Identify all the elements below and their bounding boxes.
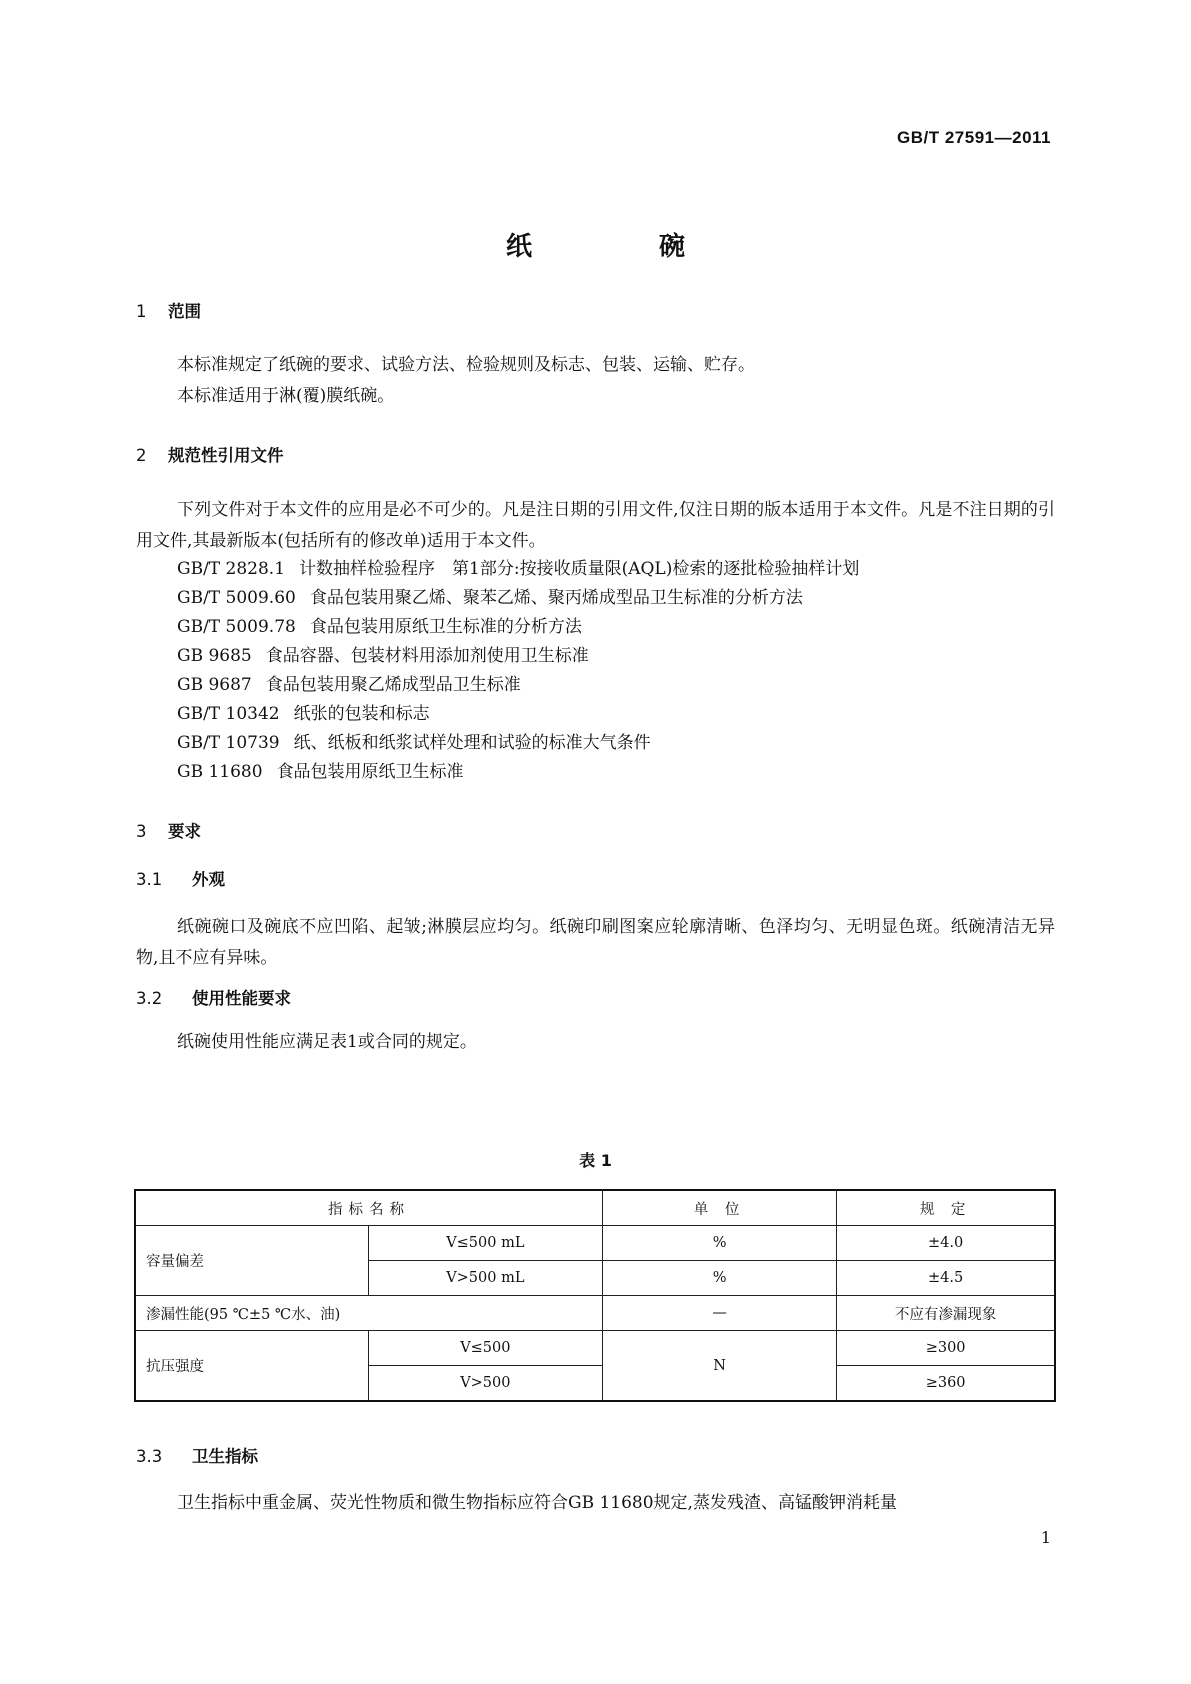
- row-spec: 不应有渗漏现象: [837, 1296, 1055, 1331]
- header-unit: 单 位: [602, 1190, 836, 1226]
- reference-item: [177, 612, 582, 643]
- reference-item: [177, 699, 430, 730]
- section-3-3-heading: [136, 1443, 258, 1467]
- reference-code: GB/T 10342: [177, 704, 280, 724]
- reference-item: [177, 757, 464, 788]
- table-row: [135, 1226, 1055, 1261]
- section-title: 规范性引用文件: [168, 446, 284, 465]
- section-1-paragraph-1: 本标准规定了纸碗的要求、试验方法、检验规则及标志、包装、运输、贮存。: [177, 355, 755, 375]
- row-spec: ±4.0: [837, 1226, 1055, 1261]
- reference-code: GB/T 2828.1: [177, 559, 286, 579]
- section-number: 3.2: [136, 989, 163, 1008]
- reference-title: 食品包装用原纸卫生标准: [276, 762, 464, 782]
- header-spec: 规 定: [837, 1190, 1055, 1226]
- table-row: [135, 1296, 1055, 1331]
- reference-code: GB 9685: [177, 646, 252, 666]
- spec-table: [134, 1189, 1056, 1402]
- reference-item: [177, 641, 589, 672]
- row-unit: N: [602, 1331, 836, 1402]
- reference-title: 食品包装用聚乙烯、聚苯乙烯、聚丙烯成型品卫生标准的分析方法: [309, 588, 803, 608]
- section-title: 使用性能要求: [192, 989, 291, 1008]
- row-unit: %: [602, 1226, 836, 1261]
- section-3-1-heading: [136, 866, 225, 890]
- section-1-heading: [136, 298, 201, 322]
- row-name: 渗漏性能(95 ℃±5 ℃水、油): [135, 1296, 602, 1331]
- section-number: 3.3: [136, 1447, 163, 1466]
- row-spec: ±4.5: [837, 1261, 1055, 1296]
- section-title: 范围: [168, 302, 201, 321]
- standard-id: GB/T 27591—2011: [897, 128, 1051, 147]
- section-title: 要求: [168, 822, 201, 841]
- section-3-heading: [136, 818, 201, 842]
- table-header-row: [135, 1190, 1055, 1226]
- reference-title: 计数抽样检验程序 第1部分:按接收质量限(AQL)检索的逐批检验抽样计划: [299, 559, 860, 579]
- header-indicator-name: 指标名称: [135, 1190, 602, 1226]
- reference-code: GB 9687: [177, 675, 252, 695]
- section-number: 3: [136, 822, 147, 841]
- row-unit: —: [602, 1296, 836, 1331]
- document-title: 纸 碗: [505, 232, 686, 262]
- row-condition: V≤500: [368, 1331, 602, 1366]
- reference-item: [177, 670, 521, 701]
- table-caption: 表 1: [579, 1151, 612, 1170]
- section-1-paragraph-2: 本标准适用于淋(覆)膜纸碗。: [177, 386, 395, 406]
- row-condition: V>500 mL: [368, 1261, 602, 1296]
- row-spec: ≥300: [837, 1331, 1055, 1366]
- row-condition: V>500: [368, 1366, 602, 1402]
- reference-title: 纸、纸板和纸浆试样处理和试验的标准大气条件: [293, 733, 651, 753]
- reference-title: 食品包装用聚乙烯成型品卫生标准: [265, 675, 521, 695]
- row-name: 抗压强度: [135, 1331, 368, 1402]
- reference-code: GB 11680: [177, 762, 263, 782]
- reference-title: 纸张的包装和标志: [293, 704, 430, 724]
- row-condition: V≤500 mL: [368, 1226, 602, 1261]
- section-title: 外观: [192, 870, 225, 889]
- section-3-1-text: 纸碗碗口及碗底不应凹陷、起皱;淋膜层应均匀。纸碗印刷图案应轮廓清晰、色泽均匀、无明显色斑。纸碗清洁无异物,且不应有异味。: [136, 917, 1055, 968]
- row-spec: ≥360: [837, 1366, 1055, 1402]
- row-unit: %: [602, 1261, 836, 1296]
- section-3-2-heading: [136, 985, 291, 1009]
- section-2-intro: 下列文件对于本文件的应用是必不可少的。凡是注日期的引用文件,仅注日期的版本适用于本文件。凡是不注日期的引用文件,其最新版本(包括所有的修改单)适用于本文件。: [136, 500, 1055, 551]
- section-number: 3.1: [136, 870, 163, 889]
- table-row: [135, 1331, 1055, 1366]
- reference-code: GB/T 5009.60: [177, 588, 296, 608]
- reference-item: [177, 728, 651, 759]
- section-title: 卫生指标: [192, 1447, 258, 1466]
- row-name: 容量偏差: [135, 1226, 368, 1296]
- reference-item: [177, 583, 803, 614]
- reference-code: GB/T 10739: [177, 733, 280, 753]
- reference-title: 食品容器、包装材料用添加剂使用卫生标准: [265, 646, 589, 666]
- section-3-3-text: 卫生指标中重金属、荧光性物质和微生物指标应符合GB 11680规定,蒸发残渣、高锰酸钾消耗量: [177, 1493, 897, 1513]
- reference-title: 食品包装用原纸卫生标准的分析方法: [309, 617, 582, 637]
- page-number: 1: [1040, 1528, 1051, 1547]
- reference-item: [177, 554, 859, 585]
- reference-code: GB/T 5009.78: [177, 617, 296, 637]
- section-3-2-text: 纸碗使用性能应满足表1或合同的规定。: [177, 1032, 477, 1052]
- section-number: 2: [136, 446, 147, 465]
- section-2-heading: [136, 442, 284, 466]
- section-number: 1: [136, 302, 147, 321]
